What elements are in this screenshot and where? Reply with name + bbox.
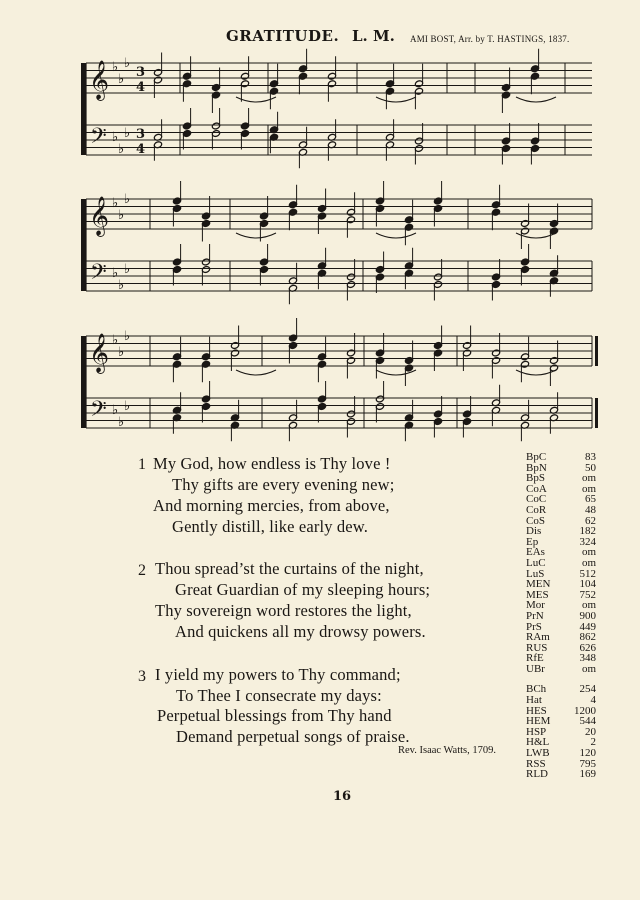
verse-line: And morning mercies, from above, xyxy=(153,496,390,515)
time-signature-top: 3 xyxy=(136,65,146,80)
reference-number: 182 xyxy=(579,525,596,538)
reference-number: 900 xyxy=(579,609,596,622)
reference-number: 512 xyxy=(579,567,596,580)
hymnal-references xyxy=(526,452,596,780)
hymn-title: GRATITUDE. xyxy=(226,27,340,45)
reference-number: 65 xyxy=(585,493,596,506)
page-number: 16 xyxy=(333,789,352,804)
reference-row xyxy=(526,558,596,569)
reference-number: 752 xyxy=(579,588,596,601)
treble-clef-icon: 𝄞 xyxy=(89,60,110,100)
reference-code: RUS xyxy=(526,641,548,654)
reference-number: om xyxy=(581,546,596,559)
system-brace-bar xyxy=(81,63,86,155)
reference-number: 20 xyxy=(585,725,596,738)
reference-code: HSP xyxy=(526,725,547,738)
reference-group xyxy=(526,452,596,674)
flat-sign-icon: ♭ xyxy=(124,126,131,141)
reference-number: om xyxy=(581,662,596,675)
verse-line: Gently distill, like early dew. xyxy=(172,517,369,536)
flat-sign-icon: ♭ xyxy=(112,196,119,211)
reference-number: 120 xyxy=(579,747,596,760)
bass-clef-icon: 𝄢 xyxy=(90,124,107,154)
reference-code: Hat xyxy=(526,694,542,707)
reference-code: BCh xyxy=(526,683,547,696)
reference-number: 348 xyxy=(579,652,596,665)
reference-code: MES xyxy=(526,588,549,601)
reference-number: 48 xyxy=(585,503,596,516)
reference-code: BpC xyxy=(526,451,547,463)
verse-line: Thy gifts are every evening new; xyxy=(172,475,395,494)
reference-code: MEN xyxy=(526,578,551,591)
reference-code: CoC xyxy=(526,493,547,506)
reference-code: Dis xyxy=(526,525,542,538)
reference-code: HES xyxy=(526,704,547,717)
reference-code: H&L xyxy=(526,736,550,749)
time-signature-bottom: 4 xyxy=(136,142,146,157)
flat-sign-icon: ♭ xyxy=(118,345,125,360)
reference-code: CoR xyxy=(526,503,547,516)
slur xyxy=(236,370,276,375)
bass-clef-icon: 𝄢 xyxy=(90,397,107,427)
reference-code: EAs xyxy=(526,546,545,559)
reference-number: 324 xyxy=(579,535,596,548)
reference-code: LuC xyxy=(526,556,546,569)
final-barline xyxy=(595,398,598,428)
stanza-number: 3 xyxy=(138,668,146,685)
flat-sign-icon: ♭ xyxy=(118,142,125,157)
reference-number: 626 xyxy=(579,641,596,654)
bass-clef-icon: 𝄢 xyxy=(90,260,107,290)
reference-number: 254 xyxy=(579,683,596,696)
reference-code: RSS xyxy=(526,757,546,770)
reference-number: 169 xyxy=(579,768,596,781)
reference-number: 862 xyxy=(579,631,596,644)
flat-sign-icon: ♭ xyxy=(112,266,119,281)
verse-line: Demand perpetual songs of praise. xyxy=(176,727,410,746)
verse-line: Thy sovereign word restores the light, xyxy=(155,601,412,620)
system-brace-bar xyxy=(81,199,86,291)
flat-sign-icon: ♭ xyxy=(112,403,119,418)
hymn-meter: L. M. xyxy=(352,27,395,45)
flat-sign-icon: ♭ xyxy=(112,333,119,348)
verse-line: I yield my powers to Thy command; xyxy=(155,665,401,684)
reference-code: BpN xyxy=(526,461,547,474)
reference-number: 1200 xyxy=(574,704,596,717)
flat-sign-icon: ♭ xyxy=(124,262,131,277)
reference-code: RAm xyxy=(526,631,550,644)
slur xyxy=(376,97,416,102)
time-signature-top: 3 xyxy=(136,127,146,142)
system-brace-bar xyxy=(81,336,86,428)
reference-code: BpS xyxy=(526,472,545,485)
reference-code: Mor xyxy=(526,599,545,612)
final-barline xyxy=(595,336,598,366)
reference-number: om xyxy=(581,599,596,612)
reference-number: 4 xyxy=(590,694,596,707)
flat-sign-icon: ♭ xyxy=(112,130,119,145)
reference-code: PrS xyxy=(526,620,542,633)
flat-sign-icon: ♭ xyxy=(124,56,131,71)
reference-code: CoS xyxy=(526,514,545,527)
reference-code: PrN xyxy=(526,609,544,622)
reference-number: 2 xyxy=(590,736,596,749)
treble-clef-icon: 𝄞 xyxy=(89,333,110,373)
stanza-number: 2 xyxy=(138,562,146,579)
flat-sign-icon: ♭ xyxy=(118,72,125,87)
slur xyxy=(236,233,276,238)
reference-number: 104 xyxy=(579,578,596,591)
reference-row xyxy=(526,664,596,675)
reference-number: om xyxy=(581,472,596,485)
stanza-number: 1 xyxy=(138,456,146,473)
verse-line: Perpetual blessings from Thy hand xyxy=(157,706,392,725)
flat-sign-icon: ♭ xyxy=(112,60,119,75)
reference-code: RLD xyxy=(526,768,548,781)
reference-code: Ep xyxy=(526,535,539,548)
reference-code: LuS xyxy=(526,567,545,580)
reference-number: 449 xyxy=(579,620,596,633)
flat-sign-icon: ♭ xyxy=(118,415,125,430)
reference-number: 62 xyxy=(585,514,596,527)
score-systems xyxy=(81,49,598,442)
flat-sign-icon: ♭ xyxy=(124,192,131,207)
reference-row xyxy=(526,611,596,622)
composer-credit: AMI BOST, Arr. by T. HASTINGS, 1837. xyxy=(410,34,570,44)
verse-line: And quickens all my drowsy powers. xyxy=(175,622,426,641)
verse-line: My God, how endless is Thy love ! xyxy=(153,454,391,473)
verse-line: To Thee I consecrate my days: xyxy=(176,686,382,705)
reference-number: 795 xyxy=(579,757,596,770)
flat-sign-icon: ♭ xyxy=(118,208,125,223)
flat-sign-icon: ♭ xyxy=(118,278,125,293)
reference-number: 83 xyxy=(585,451,596,463)
reference-group xyxy=(526,684,596,779)
reference-number: om xyxy=(581,556,596,569)
flat-sign-icon: ♭ xyxy=(124,329,131,344)
reference-row xyxy=(526,452,596,463)
reference-code: UBr xyxy=(526,662,545,675)
reference-number: 50 xyxy=(585,461,596,474)
slur xyxy=(376,233,416,238)
time-signature-bottom: 4 xyxy=(136,80,146,95)
reference-code: HEM xyxy=(526,715,551,728)
verse-line: Thou spread’st the curtains of the night, xyxy=(155,559,424,578)
reference-code: LWB xyxy=(526,747,550,760)
reference-row xyxy=(526,505,596,516)
author-attribution: Rev. Isaac Watts, 1709. xyxy=(398,745,497,756)
flat-sign-icon: ♭ xyxy=(124,399,131,414)
treble-clef-icon: 𝄞 xyxy=(89,196,110,236)
reference-number: 544 xyxy=(579,715,596,728)
slur xyxy=(516,97,556,102)
reference-code: RfE xyxy=(526,652,544,665)
reference-row xyxy=(526,769,596,780)
reference-code: CoA xyxy=(526,482,547,495)
reference-number: om xyxy=(581,482,596,495)
verse-line: Great Guardian of my sleeping hours; xyxy=(175,580,431,599)
